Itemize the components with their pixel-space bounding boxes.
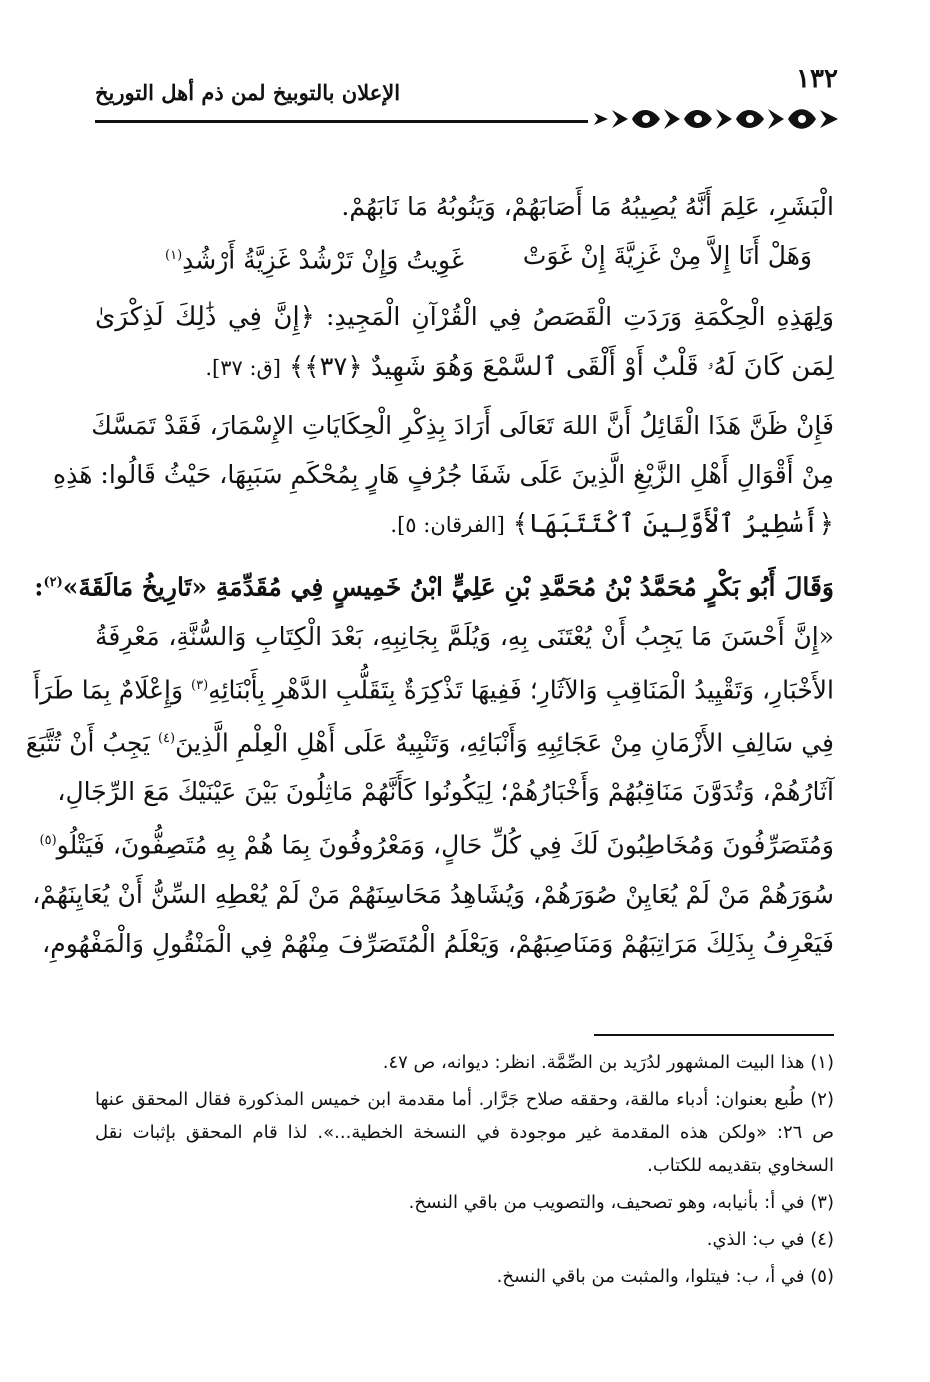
footnote-ref: (٤) (157, 730, 176, 746)
header-rule (95, 120, 588, 123)
text-line: فِي سَالِفِ الأَزْمَانِ مِنْ عَجَائِبِهِ وَأَنْبَائِهِ، وَتَنْبِيهٌ عَلَى أَهْلِ الْعِلْمِ الَّذِينَ$^{(٤)}$ يَجِبُ أَنْ تُتَّبَعَ (25, 728, 834, 758)
text-line: فَإِنْ ظَنَّ هَذَا الْقَائِلُ أَنَّ اللهَ تَعَالَى أَرَادَ بِذِكْرِ الْحِكَايَاتِ الإِسْمَارَ، فَقَدْ تَمَسَّكَ (91, 411, 834, 441)
main-text (25, 182, 834, 968)
footnote-text: هذا البيت المشهور لدُرَيد بن الصِّمَّة. انظر: ديوانه، ص ٤٧. (382, 1052, 805, 1073)
running-header (95, 60, 838, 130)
quran-reference: [الفرقان: ٥]. (390, 513, 505, 538)
poem-verse (95, 231, 834, 284)
page-number: ١٣٢ (796, 64, 838, 94)
footnote-2 (95, 1083, 834, 1182)
poem-hemistich-left: غَوِيتُ وَإِنْ تَرْشُدْ غَزِيَّةُ أَرْشُدِ$^{(١)}$ (165, 245, 464, 275)
quran-quote: لِمَن كَانَ لَهُۥ قَلْبٌ أَوْ أَلْقَى ٱلسَّمْعَ وَهُوَ شَهِيدٌ ﴿٣٧﴾﴾ (288, 352, 834, 383)
text-line: سُوَرَهُمْ مَنْ لَمْ يُعَايِنْ صُوَرَهُمْ، وَيُشَاهِدُ مَحَاسِنَهُمْ مَنْ لَمْ يُعْطِهِ السِّنُّ أَنْ يُعَايِنَهُمْ، (32, 879, 834, 909)
footnote-4 (95, 1223, 834, 1256)
text-line: «إِنَّ أَحْسَنَ مَا يَجِبُ أَنْ يُعْتَنَى بِهِ، وَيُلَمَّ بِجَانِبِهِ، بَعْدَ الْكِتَابِ وَالسُّنَّةِ، مَعْرِفَةُ (95, 621, 834, 651)
footnote-text: في أ، ب: فيتلوا، والمثبت من باقي النسخ. (496, 1266, 805, 1287)
footnote-number: (٤) (810, 1229, 834, 1250)
footnote-number: (١) (810, 1052, 834, 1073)
footnote-ref: (٥) (39, 833, 57, 849)
footnote-ref: (١) (165, 248, 183, 263)
text-line: الْبَشَرِ، عَلِمَ أَنَّهُ يُصِيبُهُ مَا أَصَابَهُمْ، وَيَنُوبُهُ مَا نَابَهُمْ. (341, 192, 834, 221)
text-line: فَيَعْرِفُ بِذَلِكَ مَرَاتِبَهُمْ وَمَنَاصِبَهُمْ، وَيَعْلَمُ الْمُتَصَرِّفَ مِنْهُمْ فِي الْمَنْقُولِ وَالْمَفْهُومِ، (42, 928, 834, 958)
quran-reference: [ق: ٣٧]. (205, 356, 282, 381)
footnote-text: طُبع بعنوان: أدباء مالقة، وحققه صلاح جَرَّار. أما مقدمة ابن خميس المذكورة فقال المحقق عنها ص ٢٦: «ولكن هذه المقدمة غير موجودة في النسخة الخطية...». لذا قام المحقق بإثبات نقل السخاوي بتقديمه للكتاب. (95, 1089, 834, 1176)
poem-hemistich-right: وَهَلْ أَنَا إِلاَّ مِنْ غَزِيَّةَ إِنْ غَوَتْ (522, 241, 812, 270)
text-line: وَلِهَذِهِ الْحِكْمَةِ وَرَدَتِ الْقَصَصُ فِي الْقُرْآنِ الْمَجِيدِ: ﴿إِنَّ فِي ذَٰلِكَ لَذِكْرَىٰ (95, 302, 834, 333)
footnote-number: (٥) (810, 1266, 834, 1287)
text-line: آثَارُهُمْ، وَتُدَوَّنَ مَنَاقِبُهُمْ وَأَخْبَارُهُمْ؛ لِيَكُونُوا كَأَنَّهُمْ مَاثِلُونَ بَيْنَ عَيْنَيْكَ مَعَ الرِّجَالِ، (57, 777, 834, 807)
footnote-text: في ب: الذي. (706, 1229, 805, 1250)
text-line: مِنْ أَقْوَالِ أَهْلِ الزَّيْغِ الَّذِينَ عَلَى شَفَا جُرُفٍ هَارٍ بِمُحْكَمِ سَبَبِهَا، حَيْثُ قَالُوا: هَذِهِ (53, 460, 834, 490)
header-ornament (590, 104, 838, 134)
footnote-number: (٢) (810, 1089, 834, 1110)
footnotes (95, 1046, 834, 1297)
text-line: وَقَالَ أَبُو بَكْرٍ مُحَمَّدُ بْنُ مُحَمَّدِ بْنِ عَلِيٍّ ابْنُ خَمِيسٍ فِي مُقَدِّمَةِ «تَارِيخُ مَالَقَةَ»$^{(٢)}$: (34, 572, 834, 602)
text-line (95, 499, 834, 550)
footnote-separator (594, 1034, 834, 1036)
text-line: وَمُتَصَرِّفُونَ وَمُخَاطِبُونَ لَكَ فِي كُلِّ حَالٍ، وَمَعْرُوفُونَ بِمَا هُمْ بِهِ مُتَصِفُّونَ، فَيَتْلُو$^{(٥)}$ (39, 830, 834, 860)
text-line (95, 342, 834, 393)
footnote-text: في أ: بأنيابه، وهو تصحيف، والتصويب من باقي النسخ. (408, 1192, 805, 1213)
quran-quote: ﴿أَسَٰطِيرُ ٱلْأَوَّلِينَ ٱكْتَتَبَهَا﴾ (512, 509, 834, 540)
running-title: الإعلان بالتوبيخ لمن ذم أهل التوريخ (95, 80, 401, 105)
quran-quote: ﴿إِنَّ فِي ذَٰلِكَ لَذِكْرَىٰ (95, 302, 315, 333)
text-line: الأَخْبَارِ، وَتَقْيِيدُ الْمَنَاقِبِ وَالآثَارِ؛ فَفِيهَا تَذْكِرَةٌ بِتَقَلُّبِ الدَّهْرِ بِأَبْنَائِهِ$^{(٣)}$ وَإِعْلَامٌ بِمَا طَرَأَ (33, 674, 834, 704)
footnote-3 (95, 1186, 834, 1219)
footnote-5 (95, 1260, 834, 1293)
footnote-number: (٣) (810, 1192, 834, 1213)
footnote-ref: (٣) (191, 677, 209, 693)
footnote-1 (95, 1046, 834, 1079)
footnote-ref: (٢) (43, 575, 63, 591)
